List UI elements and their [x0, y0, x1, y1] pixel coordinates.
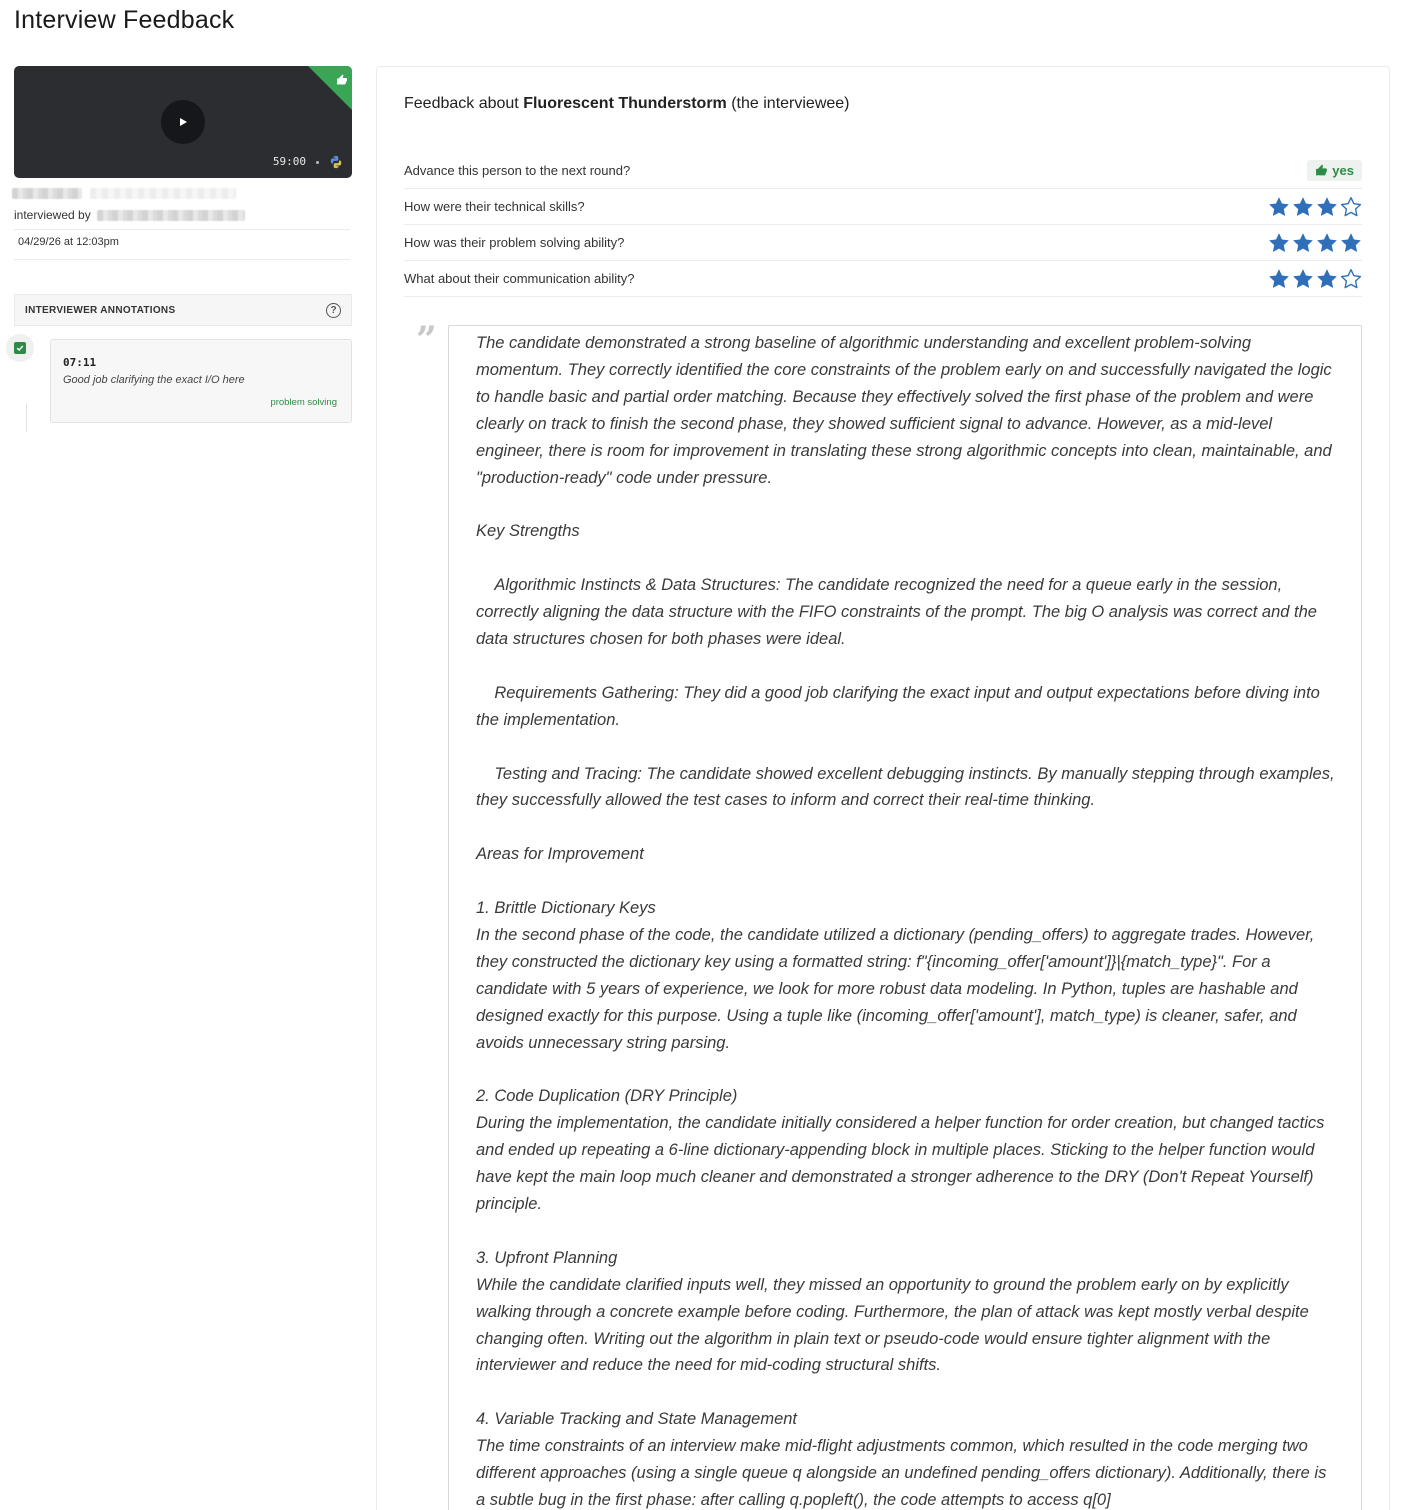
star-rating [1268, 232, 1362, 254]
star-filled-icon [1316, 268, 1338, 290]
annotation-timestamp[interactable]: 07:11 [63, 356, 97, 369]
play-button[interactable] [161, 100, 205, 144]
star-filled-icon [1268, 232, 1290, 254]
timeline-line [26, 404, 27, 432]
question-label: How were their technical skills? [404, 199, 585, 214]
annotation-tag: problem solving [270, 397, 337, 408]
star-filled-icon [1268, 268, 1290, 290]
clipboard-check-icon [14, 342, 26, 354]
star-rating [1268, 196, 1362, 218]
star-empty-icon [1340, 268, 1362, 290]
help-icon[interactable]: ? [326, 303, 341, 318]
annotation-marker [6, 334, 34, 362]
separator-dot [316, 161, 319, 164]
star-filled-icon [1316, 196, 1338, 218]
quote-icon: ” [416, 319, 437, 361]
python-icon [329, 155, 343, 169]
interviewed-by-row [14, 208, 245, 222]
redacted-interviewer-name [97, 210, 245, 221]
play-icon [178, 117, 188, 127]
annotations-header-label: INTERVIEWER ANNOTATIONS [25, 304, 176, 316]
star-rating [1268, 268, 1362, 290]
recording-video-player[interactable] [14, 66, 352, 178]
advance-answer-label: yes [1332, 163, 1354, 178]
question-label: How was their problem solving ability? [404, 235, 625, 250]
interview-date: 04/29/26 at 12:03pm [18, 236, 119, 248]
question-row-technical [404, 189, 1362, 225]
star-filled-icon [1340, 232, 1362, 254]
question-label: What about their communication ability? [404, 271, 635, 286]
interviewee-name: Fluorescent Thunderstorm [523, 95, 727, 112]
star-filled-icon [1292, 232, 1314, 254]
interviewed-by-label: interviewed by [14, 208, 91, 222]
feedback-text-box [448, 325, 1362, 1510]
annotation-text: Good job clarifying the exact I/O here [63, 374, 245, 386]
star-empty-icon [1340, 196, 1362, 218]
star-filled-icon [1292, 268, 1314, 290]
star-filled-icon [1316, 232, 1338, 254]
question-label: Advance this person to the next round? [404, 163, 631, 178]
question-row-advance [404, 153, 1362, 189]
feedback-heading-prefix: Feedback about [404, 95, 524, 112]
video-duration: 59:00 [272, 155, 306, 168]
divider [14, 259, 350, 260]
annotations-header [14, 294, 352, 326]
annotation-card[interactable] [50, 339, 352, 423]
divider [14, 229, 350, 230]
question-row-communication [404, 261, 1362, 297]
thumbs-up-icon [336, 74, 348, 89]
advance-answer-badge [1307, 160, 1362, 181]
star-filled-icon [1268, 196, 1290, 218]
feedback-heading [404, 95, 850, 113]
question-row-problem-solving [404, 225, 1362, 261]
page-title: Interview Feedback [14, 6, 235, 34]
star-filled-icon [1292, 196, 1314, 218]
thumbs-up-icon [1315, 164, 1328, 177]
redacted-interviewee-name [12, 188, 236, 199]
feedback-heading-suffix: (the interviewee) [726, 95, 850, 112]
feedback-body: The candidate demonstrated a strong baseline of algorithmic understanding and excellent problem-solving momentum. They correctly identified the core constraints of the problem early on and successfully navigated the logic to handle basic and partial order matching. Because they effectively solved the first phase of the problem and were clearly on track to finish the second phase, they showed sufficient signal to advance. However, as a mid-level engineer, there is room for improvement in translating these strong algorithmic concepts into clean, maintainable, and "production-ready" code under pressure. Key Strengths Algorithmic Instincts & Data Structures: The candidate recognized the need for a queue early in the session, correctly aligning the data structure with the FIFO constraints of the prompt. The big O analysis was correct and the data structures chosen for both phases were ideal. Requirements Gathering: They did a good job clarifying the exact input and output expectations before diving into the implementation. Testing and Tracing: The candidate showed excellent debugging instincts. By manually stepping through examples, they successfully allowed the test cases to inform and correct their real-time thinking. Areas for Improvement 1. Brittle Dictionary Keys In the second phase of the code, the candidate utilized a dictionary (pending_offers) to aggregate trades. However, they constructed the dictionary key using a formatted string: f"{incoming_offer['amount']}|{match_type}". For a candidate with 5 years of experience, we look for more robust data modeling. In Python, tuples are hashable and designed exactly for this purpose. Using a tuple like (incoming_offer['amount'], match_type) is cleaner, safer, and avoids unnecessary string parsing. 2. Code Duplication (DRY Principle) During the implementation, the candidate initially considered a helper function for order creation, but changed tactics and ended up repeating a 6-line dictionary-appending block in multiple places. Sticking to the helper function would have kept the main loop much cleaner and demonstrated a stronger adherence to the DRY (Don't Repeat Yourself) principle. 3. Upfront Planning While the candidate clarified inputs well, they missed an opportunity to ground the problem early on by explicitly walking through a concrete example before coding. Furthermore, the plan of attack was kept mostly verbal despite changing often. Writing out the algorithm in plain text or pseudo-code would ensure tighter alignment with the interviewer and reduce the need for mid-coding structural shifts. 4. Variable Tracking and State Management The time constraints of an interview make mid-flight adjustments common, which resulted in the code merging two different approaches (using a single queue q alongside an undefined pending_offers dictionary). Additionally, there is a subtle bug in the first phase: after calling q.popleft(), the code attempts to access q[0] [476, 334, 1335, 1509]
